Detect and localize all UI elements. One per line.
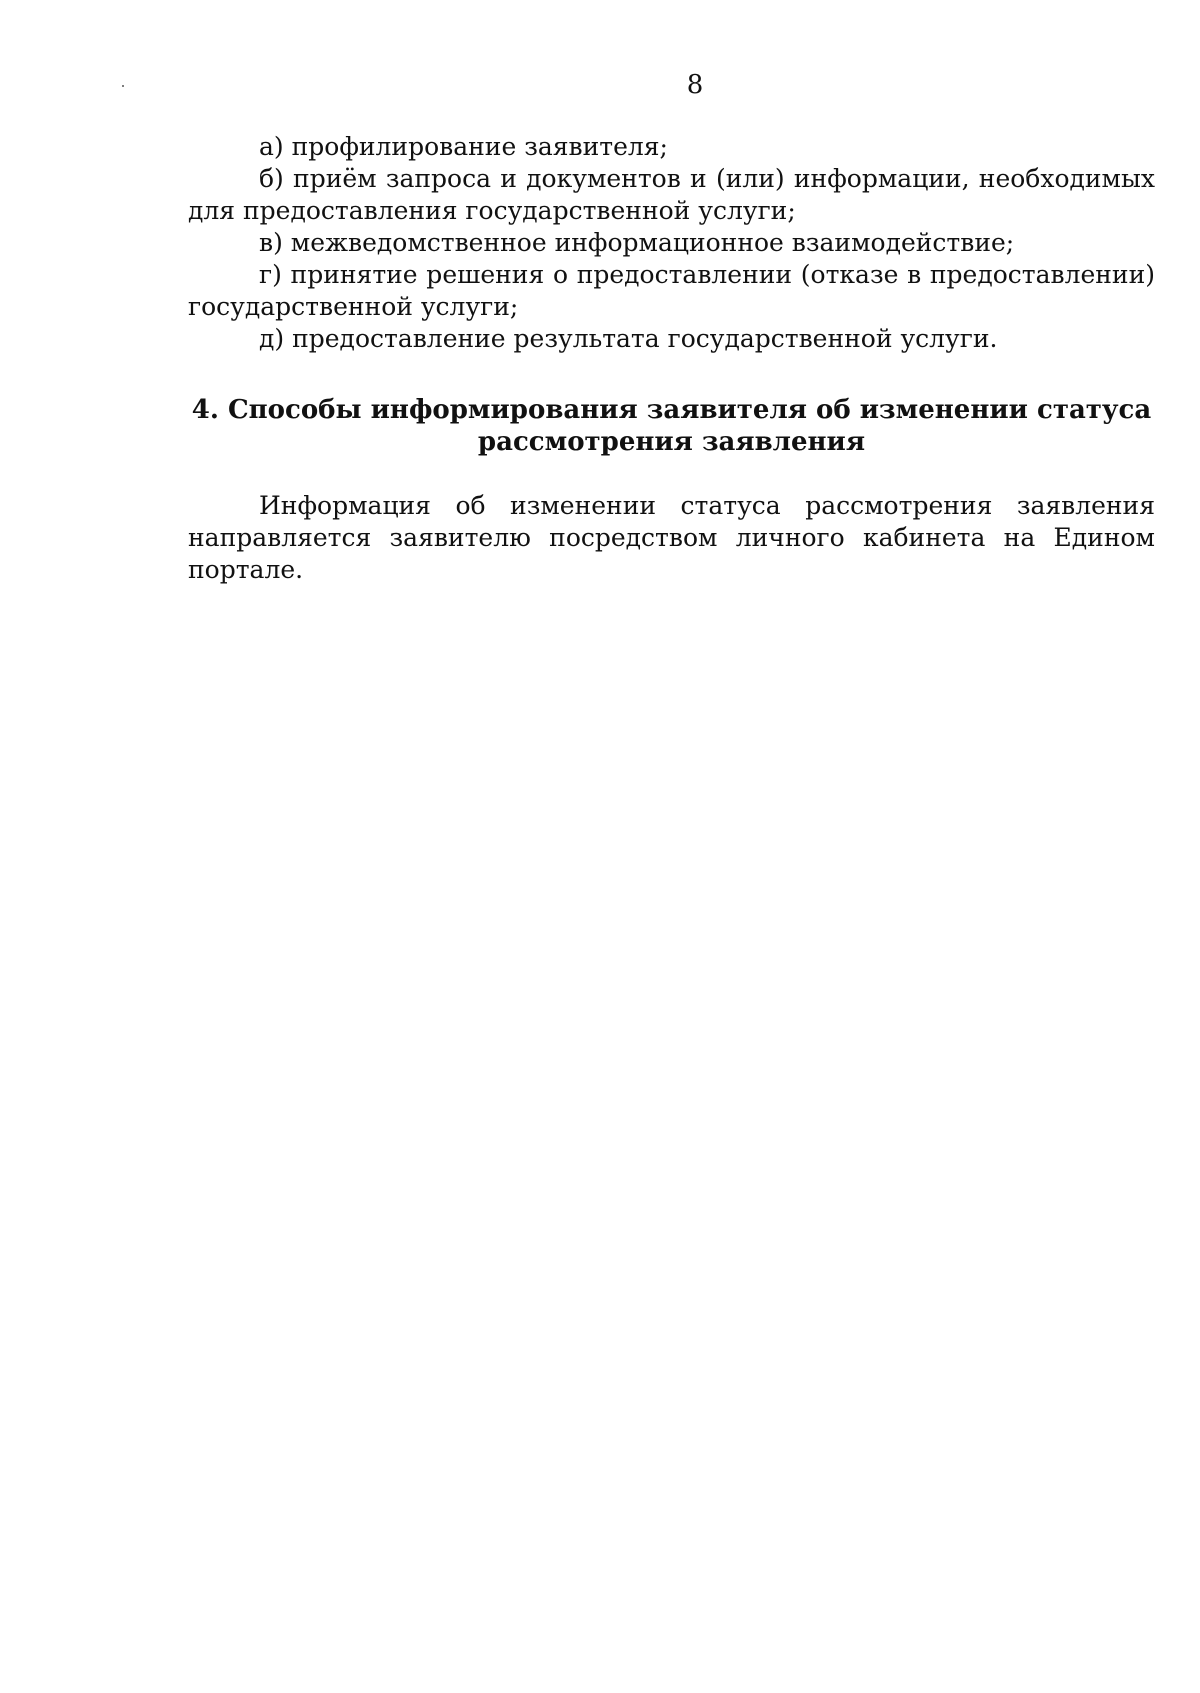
section-heading [188, 394, 1155, 458]
list-item: в) межведомственное информационное взаимодействие; [259, 228, 1015, 257]
section-paragraph: Информация об изменении статуса рассмотрения заявления направляется заявителю посредством личного кабинета на Едином портале. [188, 491, 1155, 584]
list-item: г) принятие решения о предоставлении (отказе в предоставлении) государственной услуги; [188, 260, 1155, 321]
page-number: 8 [686, 70, 704, 100]
list-item: а) профилирование заявителя; [259, 132, 668, 161]
section-heading-line: рассмотрения заявления [477, 427, 866, 457]
list-item: б) приём запроса и документов и (или) информации, необходимых для предоставления государственной услуги; [188, 164, 1155, 225]
section-body [188, 490, 1155, 586]
procedure-list [188, 131, 1155, 355]
section-heading-line: 4. Способы информирования заявителя об изменении статуса [191, 395, 1152, 425]
list-item: д) предоставление результата государственной услуги. [259, 324, 998, 353]
